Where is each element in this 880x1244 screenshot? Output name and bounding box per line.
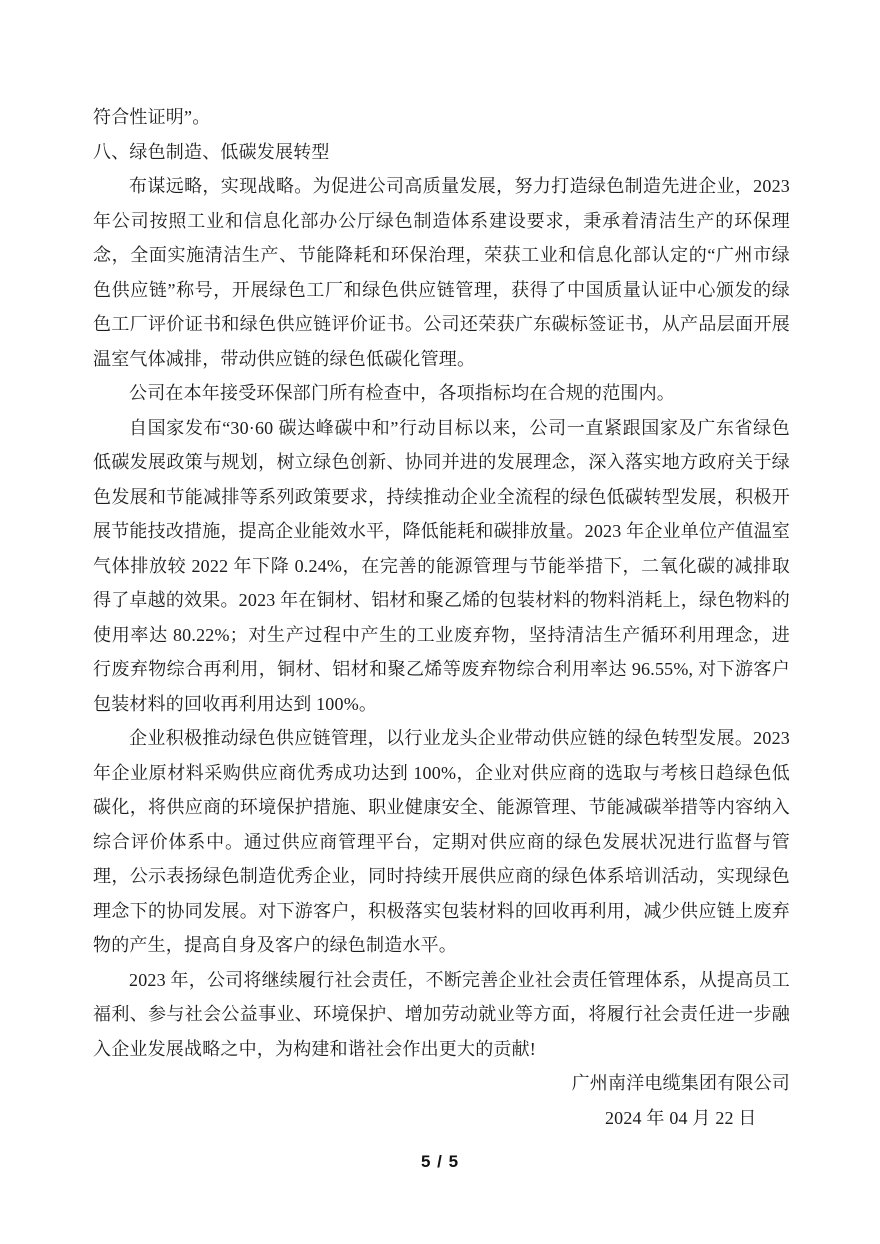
paragraph-environmental-inspection: 公司在本年接受环保部门所有检查中，各项指标均在合规的范围内。 (129, 383, 675, 403)
paragraph-green-supply-chain: 企业积极推动绿色供应链管理，以行业龙头企业带动供应链的绿色转型发展。2023 年企业原材料采购供应商优秀成功达到 100%，企业对供应商的选取与考核日趋绿色低碳化，将供应商的环境保护措施、职业健康安全、能源管理、节能减碳举措等内容纳入综合评价体系中。通过供应商管理平台，定期对供应商的绿色发展状况进行监督与管理，公示表扬绿色制造优秀企业，同时持续开展供应商的绿色体系培训活动，实现绿色理念下的协同发展。对下游客户，积极落实包装材料的回收再利用，减少供应链上废弃物的产生，提高自身及客户的绿色制造水平。 (93, 728, 790, 955)
document-body (93, 100, 790, 1135)
page-number: 5 / 5 (420, 1152, 460, 1171)
continuation-text: 符合性证明”。 (93, 107, 211, 127)
signature-company: 广州南洋电缆集团有限公司 (571, 1073, 790, 1093)
paragraph-social-responsibility: 2023 年，公司将继续履行社会责任，不断完善企业社会责任管理体系，从提高员工福利、参与社会公益事业、环境保护、增加劳动就业等方面，将履行社会责任进一步融入企业发展战略之中，为构建和谐社会作出更大的贡献! (93, 969, 790, 1059)
paragraph-green-manufacturing: 布谋远略，实现战略。为促进公司高质量发展，努力打造绿色制造先进企业，2023 年公司按照工业和信息化部办公厅绿色制造体系建设要求，秉承着清洁生产的环保理念，全面实施清洁生产、节能降耗和环保治理，荣获工业和信息化部认定的“广州市绿色供应链”称号，开展绿色工厂和绿色供应链管理，获得了中国质量认证中心颁发的绿色工厂评价证书和绿色供应链评价证书。公司还荣获广东碳标签证书，从产品层面开展温室气体减排，带动供应链的绿色低碳化管理。 (93, 176, 790, 369)
section-heading: 八、绿色制造、低碳发展转型 (93, 141, 330, 162)
signature-block (93, 1066, 790, 1135)
signature-date: 2024 年 04 月 22 日 (604, 1107, 757, 1128)
paragraph-carbon-goals: 自国家发布“30·60 碳达峰碳中和”行动目标以来，公司一直紧跟国家及广东省绿色低碳发展政策与规划，树立绿色创新、协同并进的发展理念，深入落实地方政府关于绿色发展和节能减排等系列政策要求，持续推动企业全流程的绿色低碳转型发展，积极开展节能技改措施，提高企业能效水平，降低能耗和碳排放量。2023 年企业单位产值温室气体排放较 2022 年下降 0.24%，在完善的能源管理与节能举措下，二氧化碳的减排取得了卓越的效果。2023 年在铜材、铝材和聚乙烯的包装材料的物料消耗上，绿色物料的使用率达 80.22%；对生产过程中产生的工业废弃物，坚持清洁生产循环利用理念，进行废弃物综合再利用，铜材、铝材和聚乙烯等废弃物综合利用率达 96.55%, 对下游客户包装材料的回收再利用达到 100%。 (93, 417, 790, 714)
